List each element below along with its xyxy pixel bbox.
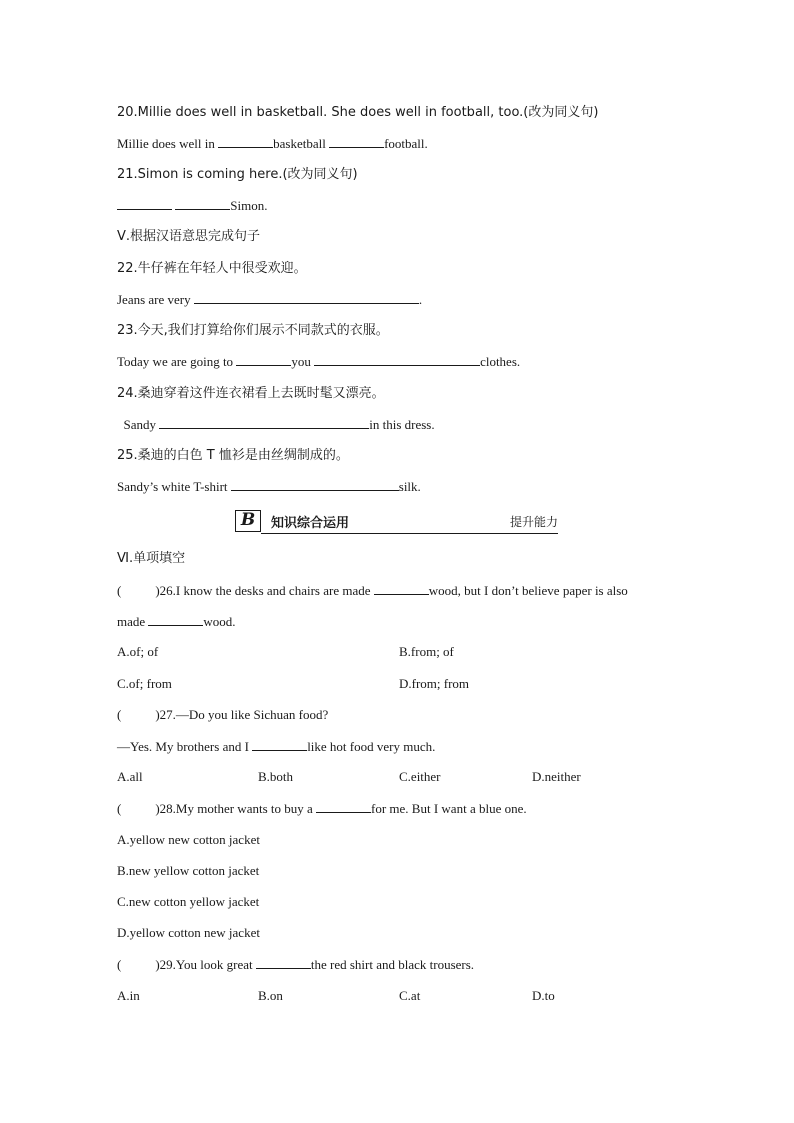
banner-title: 知识综合运用 bbox=[271, 516, 350, 531]
option-d[interactable]: D.neither bbox=[532, 769, 581, 784]
question-27-text: )27.—Do you like Sichuan food? bbox=[155, 707, 329, 722]
option-c[interactable]: C.of; from bbox=[117, 676, 172, 691]
question-27-line2 bbox=[117, 737, 435, 756]
question-22-answer-line bbox=[117, 290, 422, 309]
answer-blank[interactable] bbox=[236, 352, 291, 366]
option-d[interactable]: D.from; from bbox=[399, 676, 470, 691]
question-26-line2-prefix: made bbox=[117, 614, 149, 629]
option-b[interactable]: B.new yellow cotton jacket bbox=[117, 863, 260, 878]
option-a[interactable]: A.of; of bbox=[117, 644, 159, 659]
option-b[interactable]: B.from; of bbox=[399, 644, 454, 659]
answer-mid: basketball bbox=[273, 136, 330, 151]
answer-blank[interactable] bbox=[194, 290, 419, 304]
question-25-answer-line bbox=[117, 477, 421, 496]
question-20 bbox=[117, 103, 598, 122]
question-20-answer-line bbox=[117, 134, 428, 153]
option-c[interactable]: C.either bbox=[399, 769, 441, 784]
question-28-text: )28.My mother wants to buy a bbox=[155, 801, 317, 816]
answer-blank[interactable] bbox=[374, 581, 429, 595]
question-24-text: 24.桑迪穿着这件连衣裙看上去既时髦又漂亮。 bbox=[117, 386, 385, 401]
section-6-heading: Ⅵ.单项填空 bbox=[117, 551, 186, 566]
option-a[interactable]: A.yellow new cotton jacket bbox=[117, 832, 260, 847]
question-28-suffix: for me. But I want a blue one. bbox=[371, 801, 527, 816]
question-26-mid: wood, but I don’t believe paper is also bbox=[428, 583, 628, 598]
question-24 bbox=[117, 384, 385, 403]
question-22 bbox=[117, 259, 307, 278]
question-28 bbox=[117, 799, 527, 818]
answer-blank[interactable] bbox=[159, 415, 369, 429]
answer-blank[interactable] bbox=[231, 477, 399, 491]
banner-subtitle: 提升能力 bbox=[509, 515, 558, 529]
answer-suffix: clothes. bbox=[480, 354, 521, 369]
option-b[interactable]: B.on bbox=[258, 988, 283, 1003]
section-5-heading: Ⅴ.根据汉语意思完成句子 bbox=[117, 229, 261, 244]
question-21 bbox=[117, 165, 358, 184]
answer-prefix: Jeans are very bbox=[117, 292, 194, 307]
question-23-answer-line bbox=[117, 352, 520, 371]
question-22-text: 22.牛仔裤在年轻人中很受欢迎。 bbox=[117, 261, 307, 276]
question-25 bbox=[117, 446, 349, 465]
answer-blank[interactable] bbox=[314, 352, 480, 366]
option-d[interactable]: D.to bbox=[532, 988, 555, 1003]
question-21-text: 21.Simon is coming here.(改为同义句) bbox=[117, 167, 358, 182]
question-26-line2 bbox=[117, 612, 236, 631]
question-29-text: )29.You look great bbox=[155, 957, 256, 972]
question-25-text: 25.桑迪的白色 T 恤衫是由丝绸制成的。 bbox=[117, 448, 349, 463]
question-27 bbox=[117, 706, 328, 724]
answer-paren-open: ( bbox=[117, 583, 122, 598]
question-29 bbox=[117, 955, 474, 974]
answer-prefix: Sandy’s white T-shirt bbox=[117, 479, 231, 494]
answer-mid: you bbox=[291, 354, 315, 369]
b-logo-icon: B bbox=[235, 510, 261, 532]
option-c[interactable]: C.new cotton yellow jacket bbox=[117, 894, 260, 909]
option-c[interactable]: C.at bbox=[399, 988, 421, 1003]
question-23-text: 23.今天,我们打算给你们展示不同款式的衣服。 bbox=[117, 323, 389, 338]
question-26 bbox=[117, 581, 628, 600]
answer-prefix: Today we are going to bbox=[117, 354, 237, 369]
question-21-answer-line bbox=[117, 196, 267, 215]
option-a[interactable]: A.in bbox=[117, 988, 140, 1003]
answer-blank[interactable] bbox=[329, 134, 384, 148]
answer-suffix: . bbox=[418, 292, 423, 307]
answer-blank[interactable] bbox=[117, 196, 172, 210]
answer-prefix: Millie does well in bbox=[117, 136, 219, 151]
answer-blank[interactable] bbox=[316, 799, 371, 813]
answer-blank[interactable] bbox=[252, 737, 307, 751]
question-27-line2-suffix: like hot food very much. bbox=[307, 739, 436, 754]
question-26-text: )26.I know the desks and chairs are made bbox=[155, 583, 374, 598]
answer-paren-open: ( bbox=[117, 801, 122, 816]
option-d[interactable]: D.yellow cotton new jacket bbox=[117, 925, 260, 940]
answer-blank[interactable] bbox=[175, 196, 230, 210]
answer-blank[interactable] bbox=[218, 134, 273, 148]
answer-suffix: football. bbox=[384, 136, 428, 151]
answer-blank[interactable] bbox=[148, 612, 203, 626]
question-27-line2-prefix: —Yes. My brothers and I bbox=[117, 739, 253, 754]
section-banner bbox=[235, 510, 558, 534]
answer-paren-open: ( bbox=[117, 707, 122, 722]
answer-suffix: Simon. bbox=[230, 198, 268, 213]
answer-paren-open: ( bbox=[117, 957, 122, 972]
option-a[interactable]: A.all bbox=[117, 769, 143, 784]
question-29-suffix: the red shirt and black trousers. bbox=[310, 957, 475, 972]
answer-blank[interactable] bbox=[256, 955, 311, 969]
banner-rule bbox=[261, 533, 558, 534]
answer-suffix: in this dress. bbox=[369, 417, 435, 432]
question-20-text: 20.Millie does well in basketball. She does well in football, too.(改为同义句) bbox=[117, 105, 599, 120]
question-24-answer-line bbox=[117, 415, 435, 434]
answer-prefix: Sandy bbox=[117, 417, 160, 432]
question-23 bbox=[117, 321, 389, 340]
question-26-line2-suffix: wood. bbox=[203, 614, 236, 629]
option-b[interactable]: B.both bbox=[258, 769, 294, 784]
answer-suffix: silk. bbox=[398, 479, 421, 494]
